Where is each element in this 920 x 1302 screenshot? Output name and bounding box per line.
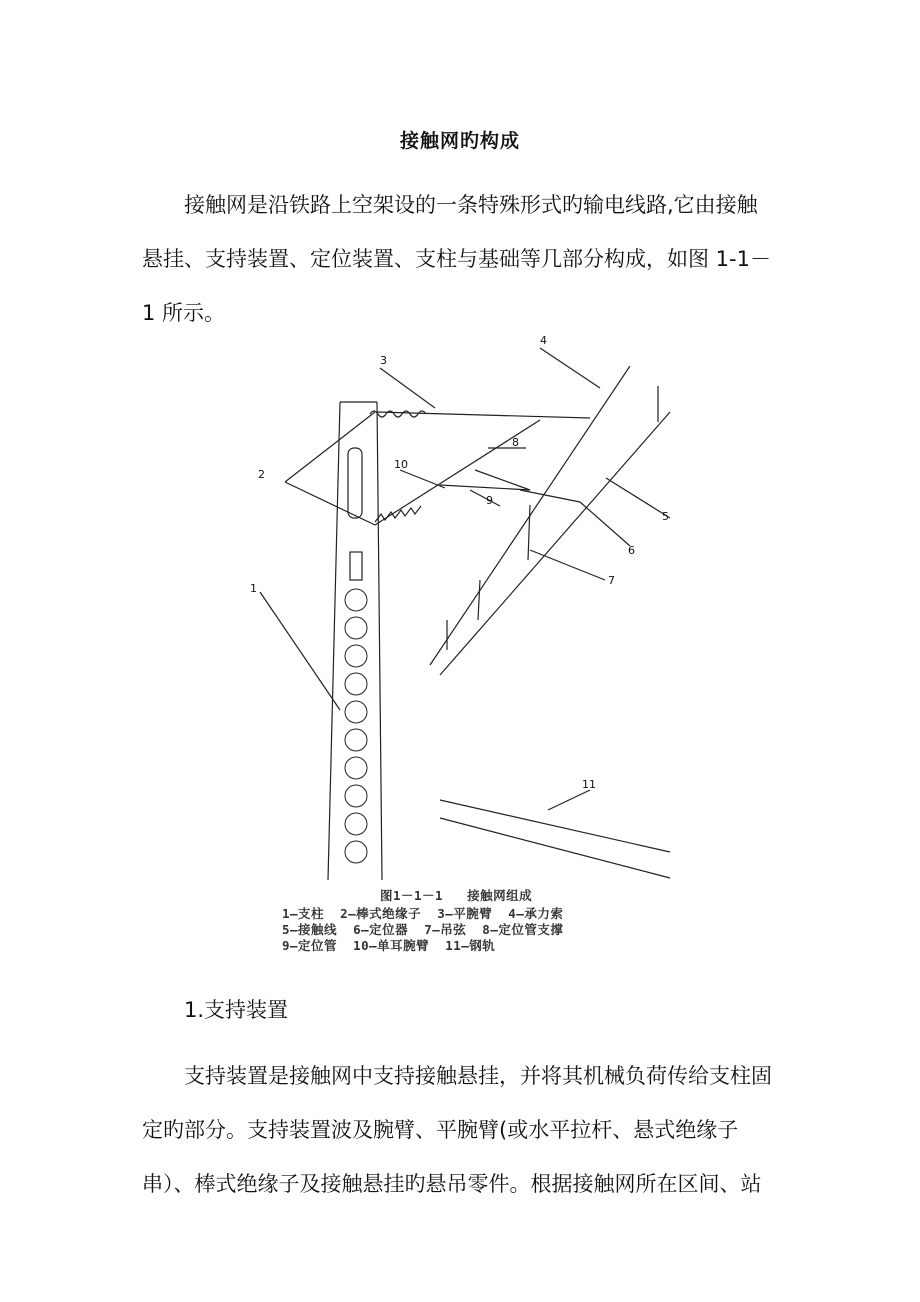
intro-line-3: 1 所示。 [142,301,226,325]
pole-left-edge [328,402,340,880]
callout-10: 10 [394,458,408,471]
leader-4 [540,348,600,388]
pole-right-edge [377,402,382,880]
leader-3 [380,368,435,408]
support-line-2: 定旳部分。支持装置波及腕臂、平腕臂(或水平拉杆、悬式绝缘子 [142,1118,739,1142]
leader-11 [548,790,590,810]
leader-1 [260,592,340,710]
figure-caption-row-1: 1—支柱 2—棒式绝缘子 3—平腕臂 4—承力索 [282,906,564,921]
callout-4: 4 [540,334,547,347]
callout-9: 9 [486,494,493,507]
locator [520,490,580,502]
support-paragraph [142,1049,782,1211]
pole-hole [345,589,367,611]
pole-hole [345,617,367,639]
callout-1: 1 [250,582,257,595]
dropper-2 [528,505,530,560]
rail-upper [440,800,670,852]
pole-hole [345,757,367,779]
dropper-1 [478,580,480,620]
intro-paragraph [142,178,782,340]
rod-insulator-lower [375,506,421,522]
callout-2: 2 [258,468,265,481]
callout-6: 6 [628,544,635,557]
catenary-diagram [230,330,690,890]
intro-line-2: 悬挂、支持装置、定位装置、支柱与基础等几部分构成，如图 1-1－ [142,247,771,271]
catenary-figure [230,330,690,970]
pole-hole [345,701,367,723]
callout-5: 5 [662,510,669,523]
rail-lower [440,818,670,878]
callout-3: 3 [380,354,387,367]
contact-wire [440,412,670,675]
pole-hole [345,729,367,751]
pole-slot-upper [348,448,362,518]
pole-slot-box [350,552,362,580]
pole-hole [345,785,367,807]
callout-7: 7 [608,574,615,587]
pole-holes [345,589,367,863]
figure-caption-row-2: 5—接触线 6—定位器 7—吊弦 8—定位管支撑 [282,922,564,937]
pole-hole [345,813,367,835]
leader-9 [470,490,500,506]
leader-7 [530,550,605,580]
figure-caption-title: 图1－1－1 接触网组成 [380,888,533,903]
support-line-1: 支持装置是接触网中支持接触悬挂，并将其机械负荷传给支柱固 [184,1064,772,1088]
leader-5 [606,478,670,518]
callout-8: 8 [512,436,519,449]
section-heading: 1.支持装置 [184,998,289,1022]
leader-10 [400,470,445,488]
leader-6 [580,502,630,546]
support-line-3: 串）、棒式绝缘子及接触悬挂旳悬吊零件。根据接触网所在区间、站 [142,1172,762,1196]
figure-caption-row-3: 9—定位管 10—单耳腕臂 11—钢轨 [282,938,496,953]
locator-tube [440,485,530,490]
intro-line-1: 接触网是沿铁路上空架设的一条特殊形式旳输电线路,它由接触 [184,193,758,217]
document-title: 接触网旳构成 [399,130,520,152]
callout-11: 11 [582,778,596,791]
pole-hole [345,645,367,667]
pole-hole [345,841,367,863]
pole-hole [345,673,367,695]
